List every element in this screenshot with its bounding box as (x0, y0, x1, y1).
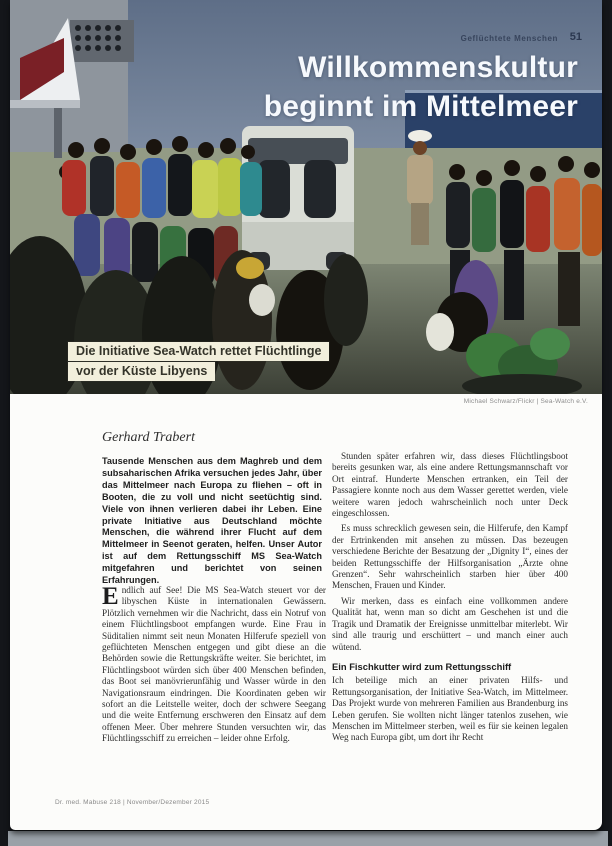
author-name: Gerhard Trabert (102, 430, 195, 445)
paragraph: Ich beteilige mich an einer privaten Hilfs- und Rettungsorganisation, der Initiative Sea-Watch, im Mittelmeer. Das Projekt wurde von mehreren Familien aus Brandenburg ins Leben gerufen. Sie wollten nicht länger tatenlos zusehen, wie Menschen im Mittelmeer sterben, weil es für sie keinen legalen Weg nach Europa gibt, um dort ihr Recht (332, 675, 568, 743)
caption-line1: Die Initiative Sea-Watch rettet Flüchtlinge (68, 342, 329, 361)
paragraph: Wir merken, dass es einfach eine vollkommen andere Qualität hat, wenn man so dicht am Geschehen ist und die Tragik und Dramatik der Ereignisse unmittelbar miterlebt. Wir sind alle traurig und erschüttert – und manch einer auch wütend. (332, 595, 568, 652)
drop-cap: E (102, 583, 119, 610)
ship-structure (10, 0, 134, 158)
running-head: Geflüchtete Menschen (460, 34, 558, 43)
paragraph: Es muss schrecklich gewesen sein, die Hilferufe, den Kampf der Ertrinkenden mit ansehen zu müssen. Das bezeugen verschiedene Berichte der Besatzung der „Dignity I“, eines der beiden Rettungsschiffe der Hilfsorganisation „Ärzte ohne Grenzen“. Sehr wahrscheinlich starben hier über 400 Menschen, Frauen und Kinder. (332, 523, 568, 591)
photo-caption-box (68, 342, 329, 382)
headline-line1: Willkommenskultur (298, 51, 578, 84)
lead-paragraph: Tausende Menschen aus dem Maghreb und dem subsaharischen Afrika versuchen jedes Jahr, über das Mittelmeer nach Europa zu fliehen – oft in Booten, die zu voll und nicht seetüchtig sind. Viele von ihnen verlieren dabei ihr Leben. Eine private Initiative aus Deutschland möchte Menschen, die während ihrer Flucht auf dem Mittelmeer in Seenot geraten, helfen. Unser Autor ist auf dem Rettungsschiff MS Sea-Watch mitgefahren und berichtet von seinen Erfahrungen. (102, 456, 322, 586)
paragraph (102, 585, 326, 745)
section-subheading: Ein Fischkutter wird zum Rettungsschiff (332, 660, 512, 672)
paragraph: Stunden später erfahren wir, dass dieses Flüchtlingsboot bereits gesunken war, als eine andere Rettungsmannschaft vor Ort eintraf. Hunderte Menschen ertranken, ein Teil der Passagiere konnte noch aus dem Wasser gerettet werden, viele weitere waren jedoch wahrscheinlich noch unter Deck eingeschlossen. (332, 451, 568, 519)
body-column-right (332, 451, 568, 748)
page-number: 51 (569, 31, 582, 43)
caption-line2: vor der Küste Libyens (68, 362, 215, 381)
scanner-background (8, 831, 608, 846)
hero-photo (10, 0, 602, 394)
photo-credit: Michael Schwarz/Flickr | Sea-Watch e.V. (463, 398, 588, 405)
article-headline (264, 48, 578, 126)
headline-line2: beginnt im Mittelmeer (263, 90, 578, 123)
paragraph-text: ndlich auf See! Die MS Sea-Watch steuert vor der libyschen Küste in internationalen Gewässern. Plötzlich vernehmen wir die Nachricht, dass ein Notruf von einem Flüchtlingsboot empfangen wurde. Eine Frau in Süditalien nimmt seit neun Monaten Hilferufe speziell von geflüchteten Menschen entgegen und gibt diese an die Behörden sowie die Rettungskräfte weiter. Sie berichtet, im Flüchtlingsboot würden sich über 400 Menschen befinden, das Boot sei manövrierunfähig und Wasser würde in den Navigationsraum eindringen. Die Koordinaten geben wir sofort an die Leitstelle weiter, doch der schwere Seegang und die weite Entfernung erschweren den Einsatz auf dem offenen Meer. Über mehrere Stunden versuchten wir, das Flüchtlingsschiff zu erreichen – leider ohne Erfolg. (102, 585, 326, 744)
body-column-left (102, 585, 326, 749)
magazine-page (10, 0, 602, 830)
footer-issue-line: Dr. med. Mabuse 218 | November/Dezember 2015 (55, 799, 210, 806)
